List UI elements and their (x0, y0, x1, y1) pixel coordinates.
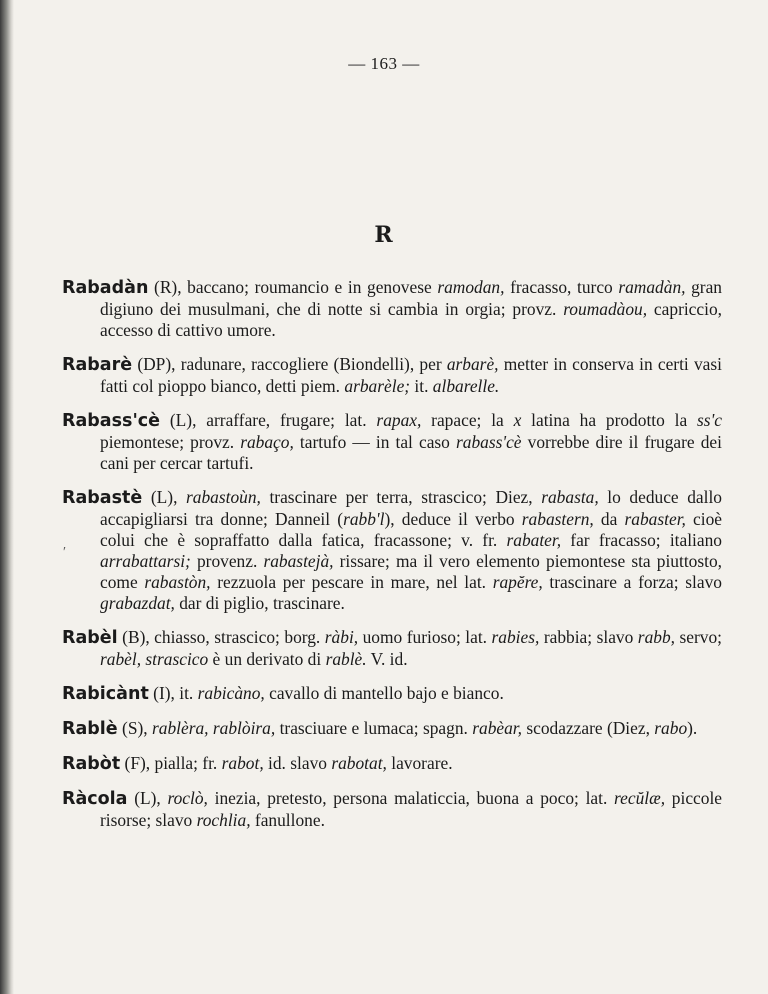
entry-italic-term: rablè. (325, 649, 367, 669)
entry-italic-term: ramodan, (437, 277, 505, 297)
entry-text: tartufo — in tal caso (293, 432, 456, 452)
entry-text: (L), (142, 487, 186, 507)
entry-italic-term: rabotat, (331, 753, 387, 773)
dictionary-entry (62, 410, 722, 474)
entry-text: (L), (127, 788, 168, 808)
entry-text: trascinare per terra, strascico; Diez, (260, 487, 542, 507)
entry-italic-term: rabèl, strascico (100, 649, 209, 669)
entry-text: da (593, 509, 625, 529)
entry-italic-term: rablòira, (212, 718, 276, 738)
entry-text: cioè colui che è sopraffatto dalla fatica, fracassone; v. fr. (100, 509, 723, 550)
entry-text: scodazzare (Diez, (522, 718, 655, 738)
entry-italic-term: rabo (654, 718, 688, 738)
dictionary-entries (62, 277, 722, 844)
entry-headword: Rabicànt (62, 684, 149, 704)
entry-text: id. slavo (263, 753, 332, 773)
entry-text: gran digiuno dei musulmani, che di notte si cambia in orgia; provz. (100, 277, 723, 319)
entry-italic-term: x (513, 410, 522, 430)
entry-italic-term: arbarè, (446, 354, 499, 374)
entry-text: (S), (117, 718, 152, 738)
entry-text: è un derivato di (208, 649, 326, 669)
dictionary-entry (62, 788, 722, 831)
entry-headword: Rabadàn (62, 278, 149, 298)
entry-text: rissare; ma il vero elemento piemontese sta piuttosto, come (100, 551, 722, 592)
section-letter: R (374, 222, 394, 248)
entry-text: metter in conserva in certi vasi fatti col pioppo bianco, detti piem. (100, 354, 722, 396)
entry-italic-term: rabater, (506, 530, 562, 550)
entry-italic-term: rabastòn, (144, 572, 211, 592)
entry-italic-term: rabastoùn, (186, 487, 261, 507)
entry-italic-term: rabaço, (240, 432, 294, 452)
dictionary-entry (62, 683, 722, 705)
entry-italic-term: recŭlæ, (614, 788, 666, 808)
entry-text: V. id. (366, 649, 408, 669)
entry-italic-term: rabastern, (521, 509, 594, 529)
entry-text: far fracasso; italiano (561, 530, 722, 550)
entry-italic-term: rabèar, (472, 718, 522, 738)
entry-italic-term: rabaster, (624, 509, 686, 529)
entry-text: inezia, pretesto, persona malaticcia, buona a poco; lat. (207, 788, 615, 808)
entry-text: (DP), radunare, raccogliere (Biondelli), per (132, 354, 447, 374)
entry-italic-term: rabb'l (343, 509, 385, 529)
entry-italic-term: ràbi, (324, 627, 359, 647)
entry-text: ). (687, 718, 698, 738)
entry-italic-term: albarelle. (432, 376, 500, 396)
entry-text: latina ha prodotto la (521, 410, 698, 430)
entry-italic-term: rapĕre, (492, 572, 543, 592)
entry-text: lo deduce dallo accapigliarsi tra donne; Danneil ( (100, 487, 722, 529)
entry-headword: Rabass'cè (62, 411, 161, 431)
entry-italic-term: grabazdat, (100, 593, 175, 613)
dictionary-entry (62, 753, 722, 775)
entry-text: trasciuare e lumaca; spagn. (275, 718, 473, 738)
entry-text: rezzuola per pescare in mare, nel lat. (210, 572, 493, 592)
entry-text: (L), arraffare, frugare; lat. (160, 410, 377, 430)
entry-italic-term: rabicàno, (197, 683, 265, 703)
entry-italic-term: rablèra, (152, 718, 209, 738)
entry-text: it. (410, 376, 433, 396)
dictionary-entry (62, 277, 722, 341)
dictionary-entry (62, 627, 722, 670)
entry-text: piccole risorse; slavo (100, 788, 722, 830)
entry-text: (F), pialla; fr. (120, 753, 222, 773)
entry-italic-term: arbarèle; (344, 376, 411, 396)
entry-italic-term: rabastejà, (263, 551, 334, 571)
entry-text: (I), it. (148, 683, 198, 703)
entry-italic-term: roclò, (167, 788, 208, 808)
entry-italic-term: rapax, (376, 410, 422, 430)
entry-headword: Rabarè (62, 355, 133, 375)
entry-headword: Rabòt (62, 754, 121, 774)
entry-text: lavorare. (386, 753, 453, 773)
margin-mark: ′ (63, 545, 67, 560)
entry-italic-term: roumadàou, (563, 299, 648, 319)
entry-text: trascinare a forza; slavo (542, 572, 722, 592)
entry-headword: Rablè (62, 719, 118, 739)
book-spine-shadow (0, 0, 14, 994)
entry-headword: Rabèl (62, 628, 118, 648)
entry-text: capriccio, accesso di cattivo umore. (100, 299, 722, 340)
entry-text: ), deduce il verbo (384, 509, 522, 529)
dictionary-entry (62, 718, 722, 740)
entry-text: provenz. (190, 551, 264, 571)
entry-text: fanullone. (250, 810, 325, 830)
dictionary-entry (62, 354, 722, 397)
entry-headword: Rabastè (62, 488, 143, 508)
entry-text: servo; (675, 627, 722, 647)
entry-text: cavallo di mantello bajo e bianco. (264, 683, 504, 703)
entry-italic-term: ramadàn, (618, 277, 686, 297)
entry-text: dar di piglio, trascinare. (174, 593, 345, 613)
entry-text: rapace; la (421, 410, 514, 430)
entry-italic-term: rabass'cè (455, 432, 522, 452)
entry-text: (B), chiasso, strascico; borg. (117, 627, 325, 647)
entry-italic-term: rochlia, (196, 810, 251, 830)
entry-italic-term: rabies, (491, 627, 540, 647)
entry-italic-term: ss'c (697, 410, 723, 430)
entry-italic-term: rabb, (637, 627, 675, 647)
entry-text: vorrebbe dire il frugare dei cani per cercar tartufi. (100, 432, 722, 473)
entry-text: (R), baccano; roumancio e in genovese (148, 277, 438, 297)
entry-text: piemontese; provz. (100, 432, 241, 452)
entry-text: uomo furioso; lat. (358, 627, 492, 647)
entry-italic-term: rabot, (221, 753, 264, 773)
entry-headword: Ràcola (62, 789, 128, 809)
entry-italic-term: rabasta, (541, 487, 599, 507)
entry-italic-term: arrabattarsi; (100, 551, 191, 571)
page-number: — 163 — (348, 54, 420, 73)
entry-text: rabbia; slavo (539, 627, 638, 647)
entry-text: fracasso, turco (504, 277, 619, 297)
dictionary-entry (62, 487, 722, 614)
